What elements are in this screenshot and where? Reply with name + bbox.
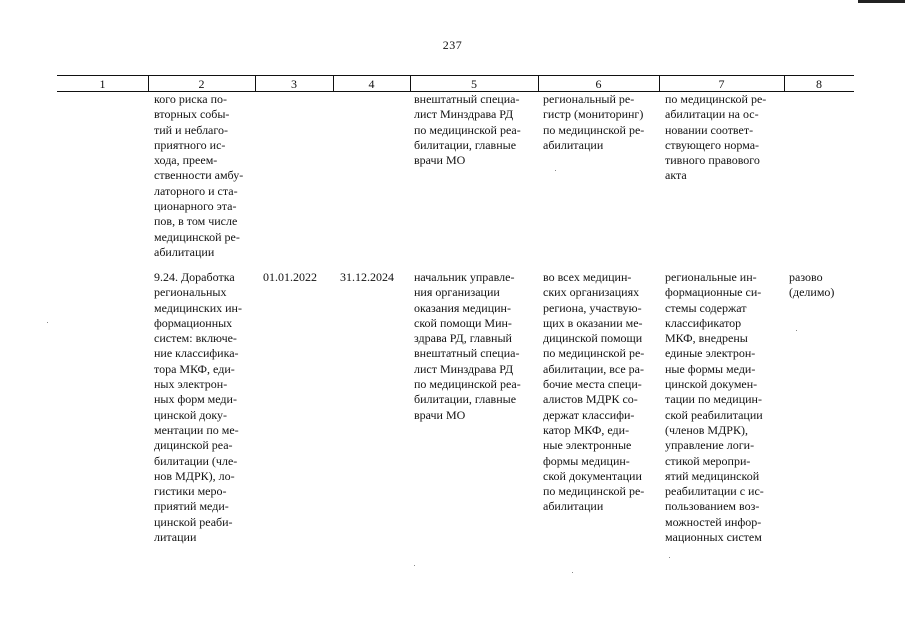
item-cell-end-date: 31.12.2024 [340, 270, 394, 284]
scan-speck [572, 572, 573, 573]
scan-speck [414, 565, 415, 566]
item-cell-responsible: начальник управле- ния организации оказания медицин- ской помощи Мин- здрава РД, главный внештатный специа- лист Минздрава РД по медицинской реа- билитации, главные врачи МО [414, 270, 521, 422]
header-col-3: 3 [291, 77, 297, 91]
scan-speck [47, 322, 48, 323]
continuation-cell-col7: по медицинской ре- абилитации на ос- новании соответ- ствующего норма- тивного правового акта [665, 92, 767, 183]
page-number: 237 [442, 38, 463, 52]
item-cell-result: региональные ин- формационные си- стемы содержат классификатор МКФ, внедрены единые электрон- ные формы меди- цинской докумен- тации по медицин- ской реабилитации (членов МДРК), управление логи- стикой меропри- ятий медицинской реабилитации с ис- пользованием воз- можностей инфор- мационных систем [665, 270, 764, 545]
scan-edge-mark [858, 0, 905, 3]
scan-speck [669, 557, 670, 558]
header-col-5: 5 [471, 77, 477, 91]
scan-speck [555, 170, 556, 171]
continuation-cell-col6: региональный ре- гистр (мониторинг) по медицинской ре- абилитации [543, 92, 645, 152]
item-cell-frequency: разово (делимо) [789, 270, 835, 300]
header-col-2: 2 [198, 77, 205, 91]
continuation-cell-col5: внештатный специа- лист Минздрава РД по медицинской реа- билитации, главные врачи МО [414, 92, 521, 168]
header-col-6: 6 [595, 77, 602, 91]
item-cell-indicator: во всех медицин- ских организациях региона, участвую- щих в оказании ме- дицинской помощи по медицинской ре- абилитации, все ра- бочие места специ- алистов МДРК со- держат классифи- катор МКФ, еди- ные электронные формы медицин- ской документации по медицинской ре- абилитации [543, 270, 645, 514]
continuation-cell-col2: кого риска по- вторных собы- тий и неблаго- приятного ис- хода, преем- ственности амбу- латорного и ста- ционарного эта- пов, в том числе медицинской ре- абилитации [154, 92, 244, 259]
scan-speck [796, 330, 797, 331]
table-top-border [57, 75, 854, 76]
item-cell-description: 9.24. Доработка региональных медицинских ин- формационных систем: включе- ние классифика- тора МКФ, еди- ных электрон- ных форм меди- цинской доку- ментации по ме- дицинской реа- билитации (чле- нов МДРК), ло- гистики меро- приятий меди- цинской реаби- литации [154, 270, 242, 545]
header-col-8: 8 [816, 77, 822, 91]
header-col-7: 7 [718, 77, 725, 91]
header-col-1: 1 [99, 77, 106, 91]
header-col-4: 4 [368, 77, 375, 91]
item-cell-start-date: 01.01.2022 [263, 270, 317, 284]
